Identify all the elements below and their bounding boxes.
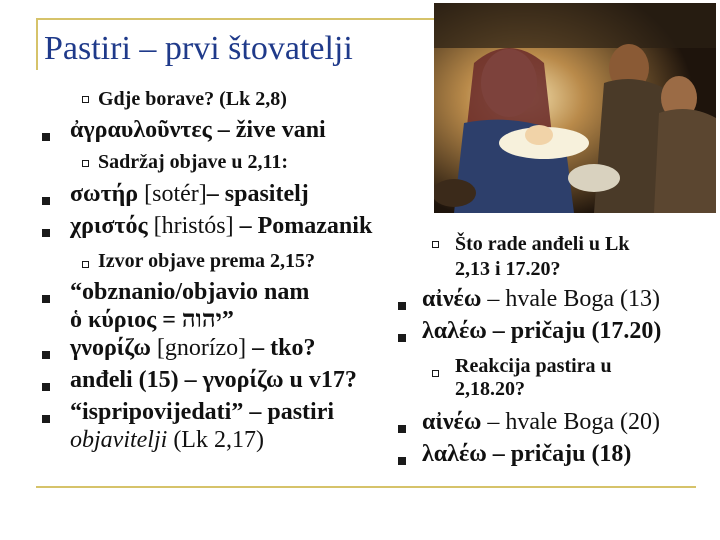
left-item-obznanio: “obznanio/objavio nam (70, 279, 310, 305)
hristos-meaning: – Pomazanik (233, 213, 373, 239)
slide-title: Pastiri – prvi štovatelji (44, 30, 353, 67)
square-bullet-icon (398, 334, 406, 342)
soter-meaning: – spasitelj (206, 181, 309, 207)
square-bullet-icon (398, 457, 406, 465)
nativity-painting (434, 3, 716, 213)
hollow-bullet-icon (432, 241, 439, 248)
square-bullet-icon (398, 425, 406, 433)
hollow-bullet-icon (82, 261, 89, 268)
right-sub-question-1-line1: Što rade anđeli u Lk (455, 233, 630, 255)
left-item-gnorizo (70, 335, 316, 362)
aineo-meaning: – hvale Boga (20) (481, 409, 660, 435)
right-sub-question-1-line2: 2,13 i 17.20? (455, 258, 561, 280)
right-sub-question-2-line1: Reakcija pastira u (455, 355, 612, 377)
left-sub-question-2: Sadržaj objave u 2,11: (98, 151, 288, 173)
left-sub-question-1: Gdje borave? (Lk 2,8) (98, 88, 287, 110)
objavitelji-word: objavitelji (70, 427, 168, 453)
hollow-bullet-icon (82, 160, 89, 167)
left-item-objavitelji (70, 427, 264, 454)
hristos-transliteration: [hristós] (147, 213, 234, 239)
square-bullet-icon (42, 295, 50, 303)
square-bullet-icon (42, 197, 50, 205)
right-item-aineo-13 (422, 286, 660, 313)
gnorizo-transliteration: [gnorízo] (150, 335, 247, 361)
hollow-bullet-icon (82, 96, 89, 103)
square-bullet-icon (42, 351, 50, 359)
laleo-greek: λαλέω (422, 318, 487, 344)
painting-image (434, 3, 716, 213)
hollow-bullet-icon (432, 370, 439, 377)
hristos-greek: χριστός (70, 213, 148, 239)
square-bullet-icon (42, 133, 50, 141)
square-bullet-icon (42, 383, 50, 391)
soter-transliteration: [sotér] (138, 181, 207, 207)
square-bullet-icon (398, 302, 406, 310)
right-item-laleo-17-20 (422, 318, 661, 345)
right-item-aineo-20 (422, 409, 660, 436)
square-bullet-icon (42, 415, 50, 423)
right-sub-question-2-line2: 2,18.20? (455, 378, 525, 400)
laleo-meaning: – pričaju (17.20) (486, 318, 662, 344)
left-item-agraulountes: ἀγραυλοῦντες – žive vani (70, 117, 326, 143)
left-item-ispripovijedati: “ispripovijedati” – pastiri (70, 399, 335, 425)
aineo-greek: αἰνέω (422, 409, 482, 435)
left-item-andeli: anđeli (15) – γνορίζω u v17? (70, 367, 357, 393)
gnorizo-greek: γνορίζω (70, 335, 151, 361)
aineo-greek: αἰνέω (422, 286, 482, 312)
left-item-kyrios: ὁ κύριος = יהוה” (70, 307, 234, 333)
soter-greek: σωτήρ (70, 181, 139, 207)
laleo-greek: λαλέω (422, 441, 487, 467)
right-item-laleo-18 (422, 441, 631, 468)
bottom-divider (36, 486, 696, 488)
gnorizo-question: – tko? (246, 335, 316, 361)
left-item-hristos (70, 213, 372, 240)
objavitelji-reference: (Lk 2,17) (167, 427, 264, 453)
left-item-soter (70, 181, 309, 208)
aineo-meaning: – hvale Boga (13) (481, 286, 660, 312)
laleo-meaning: – pričaju (18) (486, 441, 632, 467)
left-sub-question-3: Izvor objave prema 2,15? (98, 250, 316, 272)
square-bullet-icon (42, 229, 50, 237)
